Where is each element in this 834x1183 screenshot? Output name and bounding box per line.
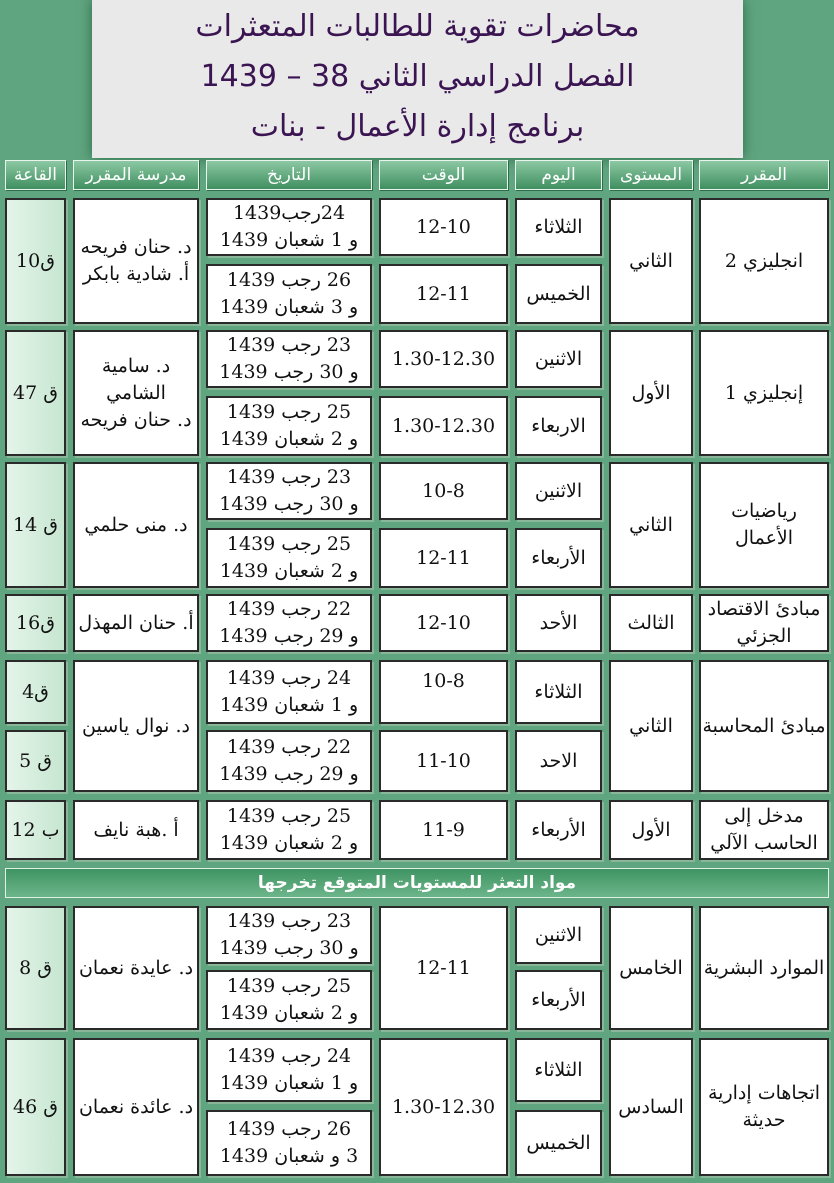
course-teacher: د. عائدة نعمان [73, 1038, 199, 1176]
header-program: برنامج إدارة الأعمال - بنات [250, 109, 585, 144]
course-name: إنجليزي 1 [699, 330, 829, 456]
session-date [206, 730, 372, 792]
session-time: 12-11 [379, 528, 508, 588]
session-date [206, 198, 372, 256]
course-level: السادس [609, 1038, 693, 1176]
course-room: ق16 [5, 594, 66, 652]
session-date [206, 594, 372, 652]
session-day: الأحد [515, 594, 602, 652]
teacher-line: د. حنان فريحه [80, 236, 192, 258]
course-name-line: اتجاهات إدارية [707, 1082, 821, 1104]
course-name [699, 594, 829, 652]
course-name [699, 462, 829, 588]
date-line: و 2 شعبان 1439 [219, 560, 359, 582]
date-line: 24 رجب 1439 [226, 1045, 352, 1067]
date-line: 23 رجب 1439 [226, 466, 352, 488]
date-line: 24رجب1439 [232, 202, 346, 224]
course-room: ق 14 [5, 462, 66, 588]
session-date [206, 800, 372, 860]
session-time: 12-10 [379, 198, 508, 256]
session-date [206, 1038, 372, 1102]
column-header-time: الوقت [379, 160, 508, 190]
date-line: 23 رجب 1439 [226, 334, 352, 356]
course-level: الثالث [609, 594, 693, 652]
course-room: ق 8 [5, 906, 66, 1030]
session-time: 10-8 [379, 660, 508, 724]
session-day: الثلاثاء [515, 660, 602, 724]
course-name [699, 1038, 829, 1176]
course-name-line: رياضيات [731, 500, 797, 522]
page-header [92, 0, 743, 158]
date-line: و 29 رجب 1439 [219, 763, 359, 785]
session-date [206, 396, 372, 456]
column-header-level: المستوى [609, 160, 693, 190]
course-level: الثاني [609, 462, 693, 588]
course-teacher: أ .هبة نايف [73, 800, 199, 860]
session-time: 1.30-12.30 [379, 330, 508, 388]
course-teacher: أ. حنان المهذل [73, 594, 199, 652]
date-line: 26 رجب 1439 [226, 1118, 352, 1140]
session-day: الأربعاء [515, 970, 602, 1030]
session-day: الاثنين [515, 330, 602, 388]
date-line: 25 رجب 1439 [226, 975, 352, 997]
date-line: و 30 رجب 1439 [219, 493, 359, 515]
session-day: الاثنين [515, 462, 602, 520]
course-level: الثاني [609, 660, 693, 792]
course-name: انجليزي 2 [699, 198, 829, 324]
graduating-levels-banner: مواد التعثر للمستويات المتوقع تخرجها [5, 868, 829, 898]
session-date [206, 1110, 372, 1176]
course-name [699, 800, 829, 860]
session-day: الاحد [515, 730, 602, 792]
column-header-teacher: مدرسة المقرر [73, 160, 199, 190]
date-line: و 2 شعبان 1439 [219, 832, 359, 854]
course-room: ق 5 [5, 730, 66, 792]
teacher-line: د. حنان فريحه [80, 408, 192, 431]
date-line: و 1 شعبان 1439 [219, 229, 359, 251]
column-header-course: المقرر [699, 160, 829, 190]
date-line: و 2 شعبان 1439 [219, 1002, 359, 1024]
session-day: الخميس [515, 264, 602, 324]
session-day: الاثنين [515, 906, 602, 964]
course-level: الثاني [609, 198, 693, 324]
course-teacher: د. منى حلمي [73, 462, 199, 588]
course-name-line: الحاسب الآلي [710, 832, 818, 854]
course-teacher: د. عايدة نعمان [73, 906, 199, 1030]
date-line: و 30 رجب 1439 [219, 937, 359, 959]
date-line: 22 رجب 1439 [226, 736, 352, 758]
course-teacher [73, 198, 199, 324]
course-name: مبادئ المحاسبة [699, 660, 829, 792]
session-day: الثلاثاء [515, 198, 602, 256]
session-time: 11-9 [379, 800, 508, 860]
session-date [206, 660, 372, 724]
session-date [206, 970, 372, 1030]
date-line: 24 رجب 1439 [226, 667, 352, 689]
course-level: الخامس [609, 906, 693, 1030]
session-day: الثلاثاء [515, 1038, 602, 1102]
date-line: 23 رجب 1439 [226, 910, 352, 932]
date-line: و 1 شعبان 1439 [219, 1072, 359, 1094]
teacher-line: أ. شادية بابكر [82, 263, 190, 285]
date-line: و 29 رجب 1439 [219, 625, 359, 647]
date-line: 3 و شعبان 1439 [219, 1145, 359, 1167]
session-date [206, 906, 372, 964]
course-name-line: الأعمال [734, 527, 794, 549]
session-time: 1.30-12.30 [379, 396, 508, 456]
course-name-line: حديثة [742, 1109, 786, 1131]
session-time: 11-10 [379, 730, 508, 792]
course-teacher [73, 330, 199, 456]
date-line: و 1 شعبان 1439 [219, 694, 359, 716]
course-name-line: الجزئي [736, 625, 792, 647]
course-level: الأول [609, 330, 693, 456]
date-line: 25 رجب 1439 [226, 533, 352, 555]
session-day: الأربعاء [515, 528, 602, 588]
teacher-line: الشامي [106, 381, 166, 404]
session-date [206, 528, 372, 588]
course-level: الأول [609, 800, 693, 860]
course-room: ق4 [5, 660, 66, 724]
column-header-date: التاريخ [206, 160, 372, 190]
header-title: محاضرات تقوية للطالبات المتعثرات [195, 9, 640, 44]
date-line: 26 رجب 1439 [226, 269, 352, 291]
date-line: و 2 شعبان 1439 [219, 428, 359, 450]
session-day: الخميس [515, 1110, 602, 1176]
course-room: ق10 [5, 198, 66, 324]
session-time: 10-8 [379, 462, 508, 520]
session-time: 12-11 [379, 264, 508, 324]
session-date [206, 330, 372, 388]
session-date [206, 264, 372, 324]
course-name: الموارد البشرية [699, 906, 829, 1030]
session-time: 1.30-12.30 [379, 1038, 508, 1176]
date-line: و 30 رجب 1439 [219, 361, 359, 383]
course-room: ق 46 [5, 1038, 66, 1176]
course-room: ق 47 [5, 330, 66, 456]
course-name-line: مدخل إلى [724, 805, 804, 827]
session-day: الأربعاء [515, 800, 602, 860]
session-date [206, 462, 372, 520]
date-line: 22 رجب 1439 [226, 598, 352, 620]
header-semester: الفصل الدراسي الثاني 38 – 1439 [200, 59, 635, 94]
teacher-line: د. سامية [101, 354, 171, 377]
session-time: 12-11 [379, 906, 508, 1030]
session-day: الاربعاء [515, 396, 602, 456]
session-time: 12-10 [379, 594, 508, 652]
date-line: و 3 شعبان 1439 [219, 296, 359, 318]
date-line: 25 رجب 1439 [226, 805, 352, 827]
course-teacher: د. نوال ياسين [73, 660, 199, 792]
column-header-room: القاعة [5, 160, 66, 190]
date-line: 25 رجب 1439 [226, 401, 352, 423]
course-name-line: مبادئ الاقتصاد [707, 598, 821, 620]
course-room: ب 12 [5, 800, 66, 860]
column-header-day: اليوم [515, 160, 602, 190]
